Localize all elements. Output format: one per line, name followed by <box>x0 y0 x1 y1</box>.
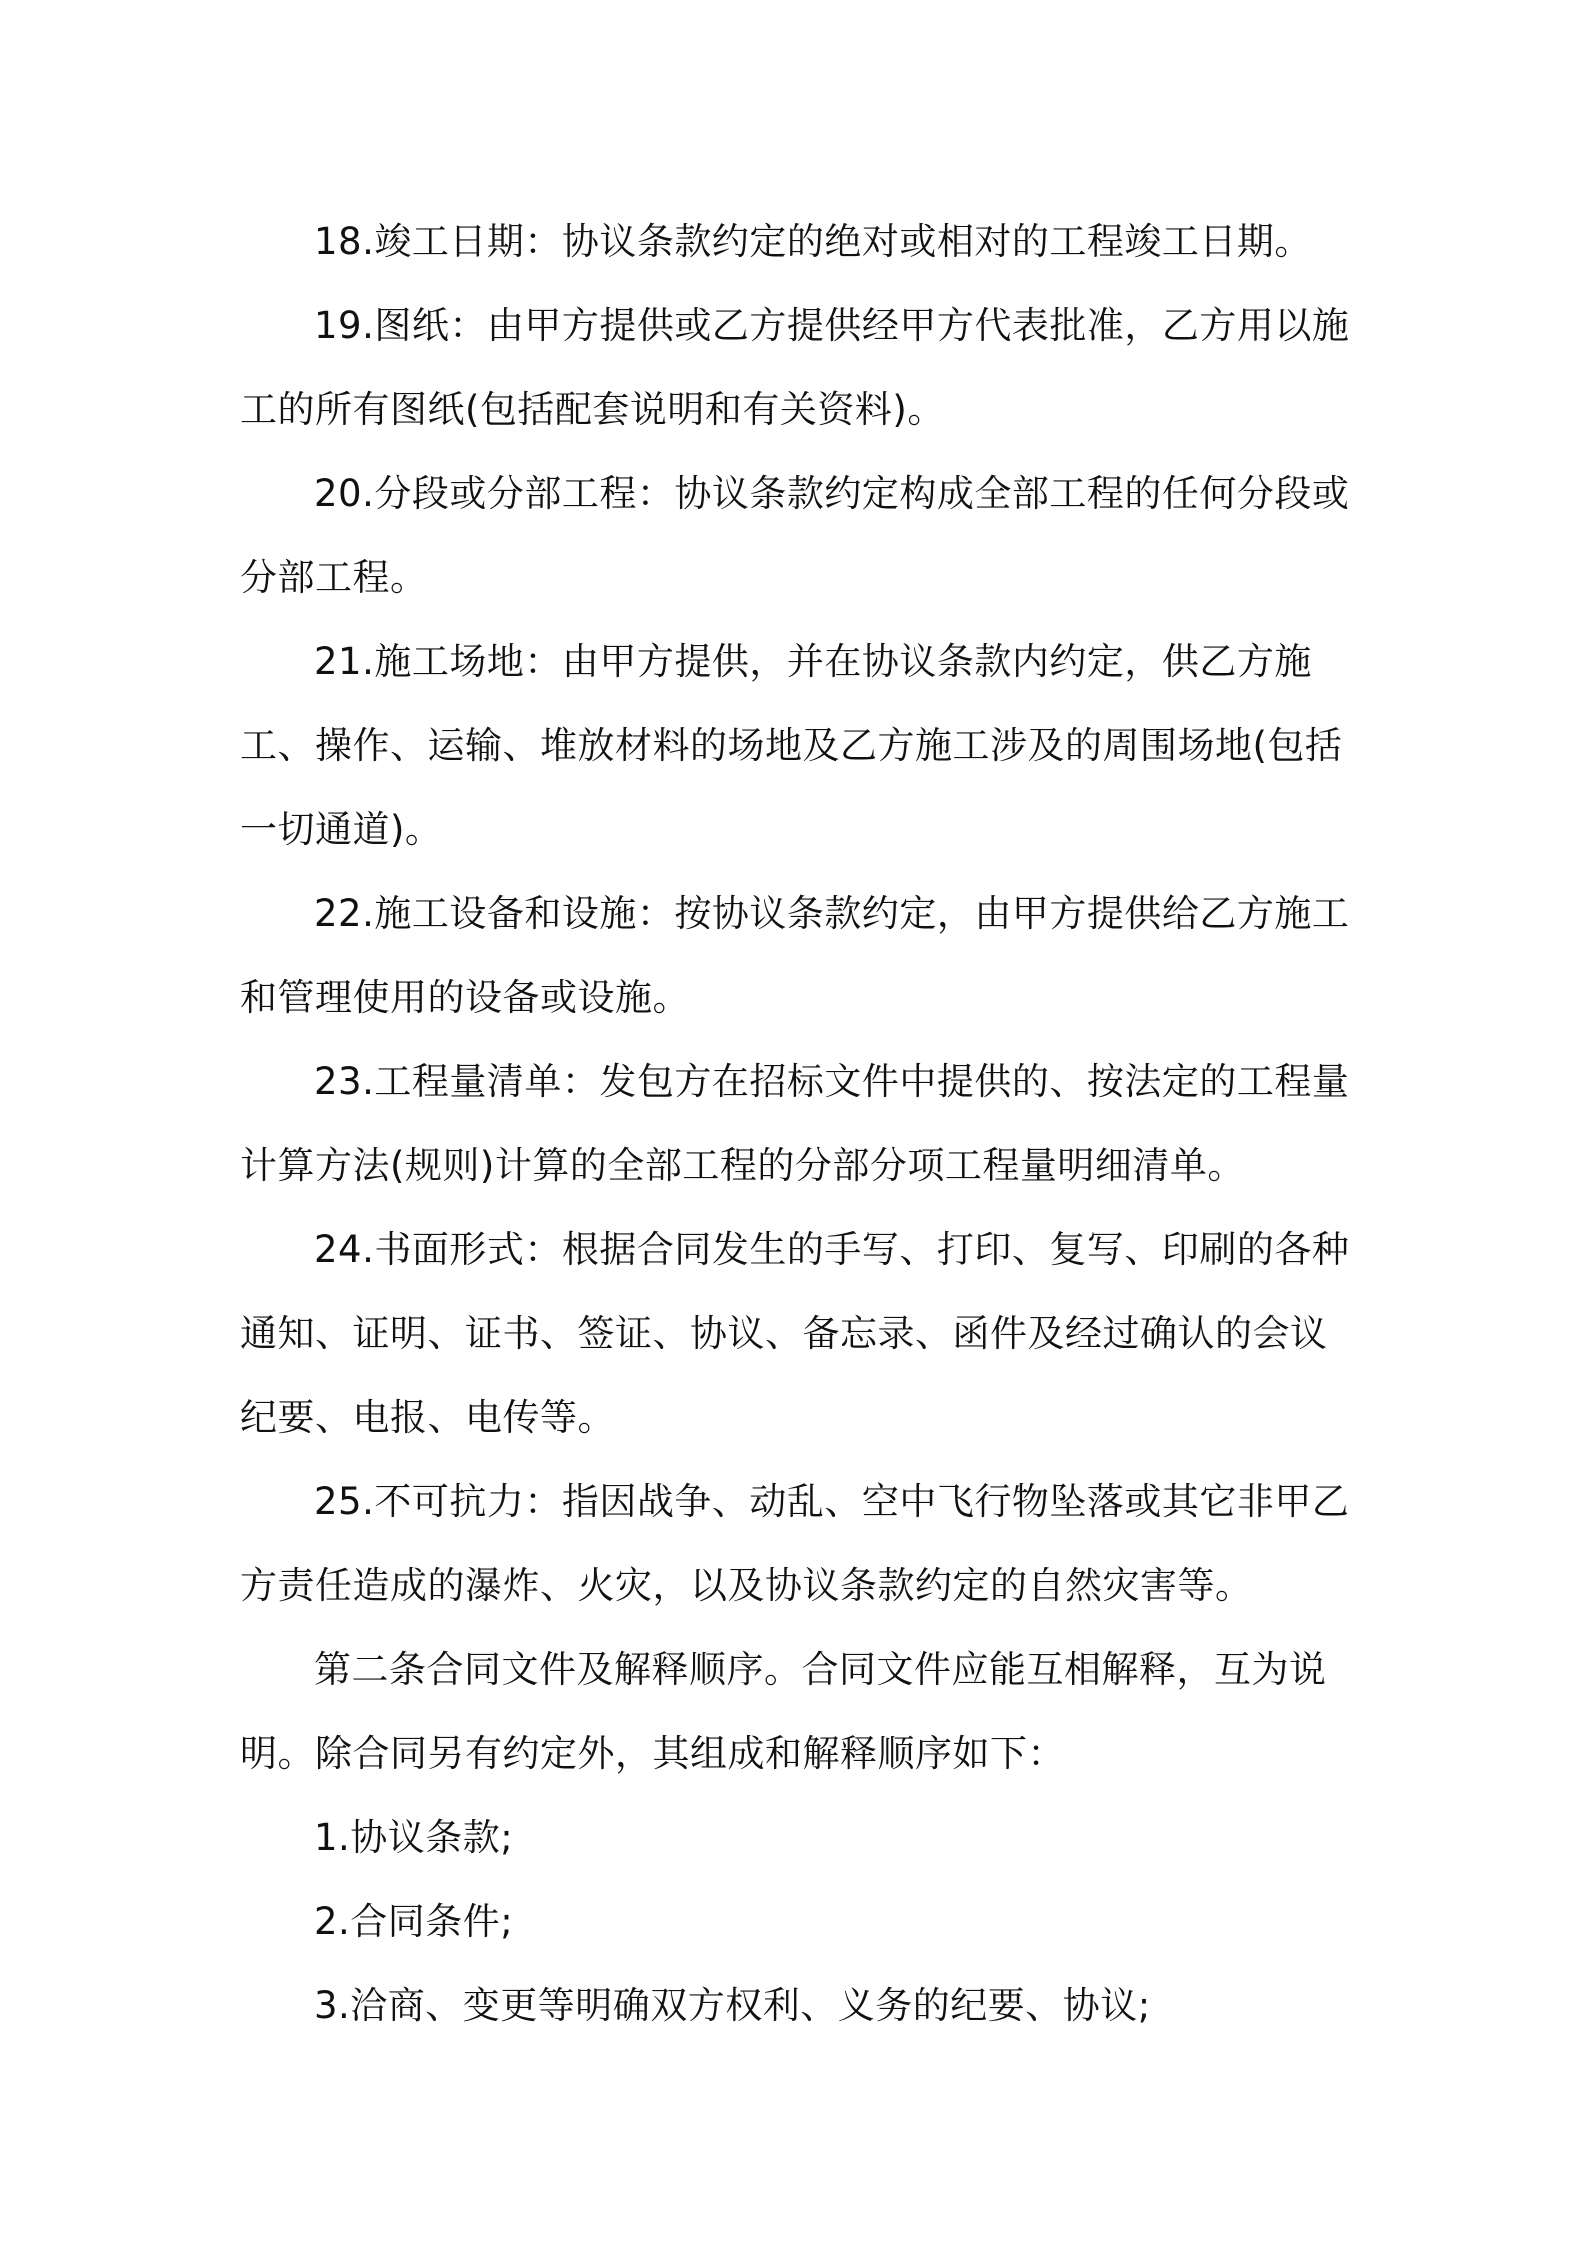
paragraph-article-2: 第二条合同文件及解释顺序。合同文件应能互相解释，互为说明。除合同另有约定外，其组成和解释顺序如下： <box>240 1648 1327 1775</box>
paragraph-22-equipment: 22.施工设备和设施：按协议条款约定，由甲方提供给乙方施工和管理使用的设备或设施。 <box>240 892 1350 1019</box>
list-item-3: 3.洽商、变更等明确双方权利、义务的纪要、协议; <box>314 1984 1151 2027</box>
list-item-2: 2.合同条件; <box>314 1900 514 1943</box>
paragraph-18-completion-date: 18.竣工日期：协议条款约定的绝对或相对的工程竣工日期。 <box>314 220 1312 263</box>
paragraph-23-bill-of-quantities: 23.工程量清单：发包方在招标文件中提供的、按法定的工程量计算方法(规则)计算的全部工程的分部分项工程量明细清单。 <box>240 1060 1350 1187</box>
paragraph-24-written-form: 24.书面形式：根据合同发生的手写、打印、复写、印刷的各种通知、证明、证书、签证、协议、备忘录、函件及经过确认的会议纪要、电报、电传等。 <box>240 1228 1350 1439</box>
list-item-1: 1.协议条款; <box>314 1816 514 1859</box>
paragraph-19-drawings: 19.图纸：由甲方提供或乙方提供经甲方代表批准，乙方用以施工的所有图纸(包括配套说明和有关资料)。 <box>240 304 1350 431</box>
paragraph-21-construction-site: 21.施工场地：由甲方提供，并在协议条款内约定，供乙方施工、操作、运输、堆放材料的场地及乙方施工涉及的周围场地(包括一切通道)。 <box>240 640 1343 851</box>
document-body <box>240 200 1350 2048</box>
paragraph-25-force-majeure: 25.不可抗力：指因战争、动乱、空中飞行物坠落或其它非甲乙方责任造成的瀑炸、火灾，以及协议条款约定的自然灾害等。 <box>240 1480 1350 1607</box>
paragraph-20-sections: 20.分段或分部工程：协议条款约定构成全部工程的任何分段或分部工程。 <box>240 472 1350 599</box>
